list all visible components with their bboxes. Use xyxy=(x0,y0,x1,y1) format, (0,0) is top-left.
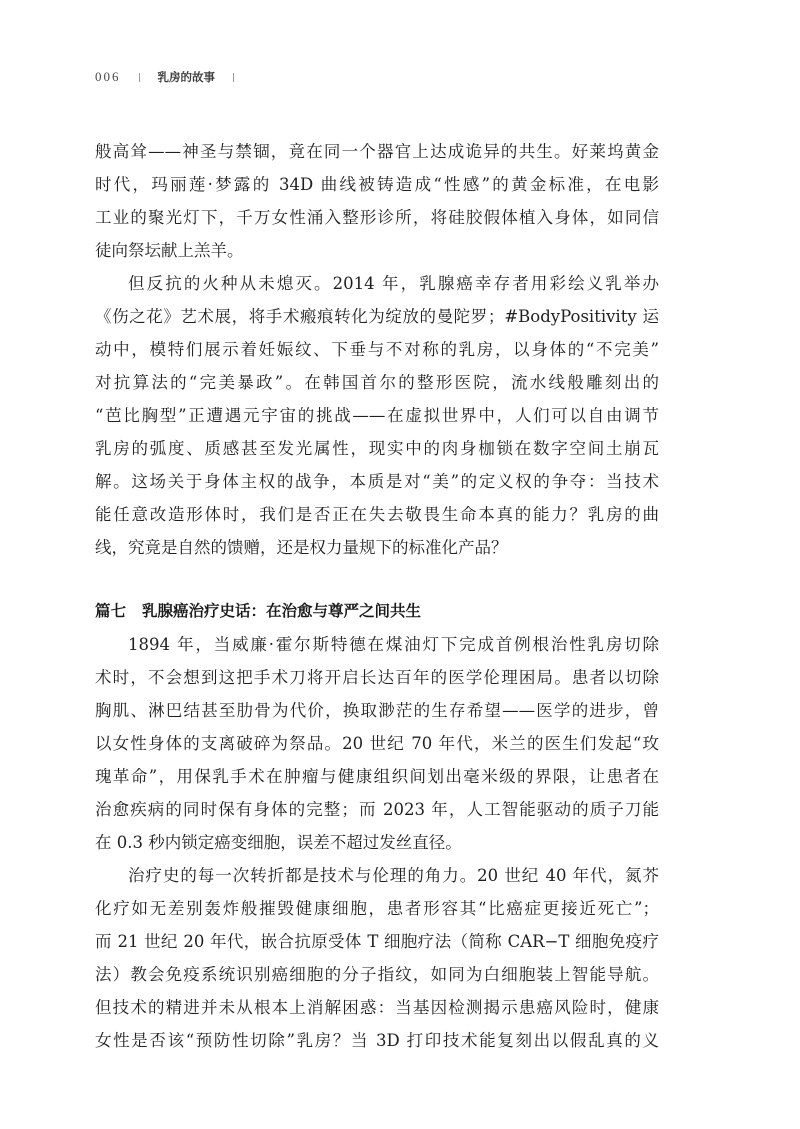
text-line: 治愈疾病的同时保有身体的完整；而 2023 年，人工智能驱动的质子刀能 xyxy=(95,800,659,819)
text-line: 但反抗的火种从未熄灭。2014 年，乳腺癌幸存者用彩绘义乳举办 xyxy=(128,274,659,293)
running-title: 乳房的故事 xyxy=(157,70,215,84)
header-divider xyxy=(233,73,234,82)
paragraph xyxy=(95,267,659,564)
text-line: 般高耸——神圣与禁锢，竟在同一个器官上达成诡异的共生。好莱坞黄金 xyxy=(95,142,659,161)
text-line: 以女性身体的支离破碎为祭品。20 世纪 70 年代，米兰的医生们发起“玫 xyxy=(95,734,659,753)
text-line: 而 21 世纪 20 年代，嵌合抗原受体 T 细胞疗法（简称 CAR−T 细胞免疫疗 xyxy=(95,932,660,951)
text-line: 女性是否该“预防性切除”乳房？当 3D 打印技术能复刻出以假乱真的义 xyxy=(95,1031,659,1050)
page-number: 006 xyxy=(95,69,121,84)
text-line: 《伤之花》艺术展，将手术瘢痕转化为绽放的曼陀罗；#BodyPositivity 运 xyxy=(95,307,659,326)
text-line: 对抗算法的“完美暴政”。在韩国首尔的整形医院，流水线般雕刻出的 xyxy=(95,373,659,392)
paragraph xyxy=(95,628,659,859)
text-line: 解。这场关于身体主权的战争，本质是对“美”的定义权的争夺：当技术 xyxy=(95,472,659,491)
text-line: 时代，玛丽莲·梦露的 34D 曲线被铸造成“性感”的黄金标准，在电影 xyxy=(95,175,659,194)
text-line: 术时，不会想到这把手术刀将开启长达百年的医学伦理困局。患者以切除 xyxy=(95,668,659,687)
section-number: 篇七 xyxy=(95,602,127,620)
paragraph xyxy=(95,859,659,1057)
text-line: 工业的聚光灯下，千万女性涌入整形诊所，将硅胶假体植入身体，如同信 xyxy=(95,208,659,227)
header-divider xyxy=(139,73,140,82)
text-line: 徒向祭坛献上羔羊。 xyxy=(95,241,244,260)
text-line: 能任意改造形体时，我们是否正在失去敬畏生命本真的能力？乳房的曲 xyxy=(95,505,659,524)
page-body xyxy=(95,135,659,1057)
text-line: 胸肌、淋巴结甚至肋骨为代价，换取渺茫的生存希望——医学的进步，曾 xyxy=(95,701,659,720)
running-header xyxy=(95,66,252,88)
text-line: 化疗如无差别轰炸般摧毁健康细胞，患者形容其“比癌症更接近死亡”； xyxy=(95,899,659,918)
section-heading xyxy=(95,595,659,628)
text-line: 治疗史的每一次转折都是技术与伦理的角力。20 世纪 40 年代，氮芥 xyxy=(128,866,659,885)
text-line: 动中，模特们展示着妊娠纹、下垂与不对称的乳房，以身体的“不完美” xyxy=(95,340,659,359)
text-line: “芭比胸型”正遭遇元宇宙的挑战——在虚拟世界中，人们可以自由调节 xyxy=(95,406,659,425)
text-line: 线，究竟是自然的馈赠，还是权力量规下的标准化产品？ xyxy=(95,538,508,557)
paragraph xyxy=(95,135,659,267)
text-line: 在 0.3 秒内锁定癌变细胞，误差不超过发丝直径。 xyxy=(95,833,462,852)
text-line: 法）教会免疫系统识别癌细胞的分子指纹，如同为白细胞装上智能导航。 xyxy=(95,965,659,984)
section-title: 乳腺癌治疗史话：在治愈与尊严之间共生 xyxy=(142,602,422,620)
text-line: 乳房的弧度、质感甚至发光属性，现实中的肉身枷锁在数字空间土崩瓦 xyxy=(95,439,659,458)
text-line: 1894 年，当威廉·霍尔斯特德在煤油灯下完成首例根治性乳房切除 xyxy=(128,635,659,654)
text-line: 瑰革命”，用保乳手术在肿瘤与健康组织间划出毫米级的界限，让患者在 xyxy=(95,767,659,786)
text-line: 但技术的精进并未从根本上消解困惑：当基因检测揭示患癌风险时，健康 xyxy=(95,998,659,1017)
